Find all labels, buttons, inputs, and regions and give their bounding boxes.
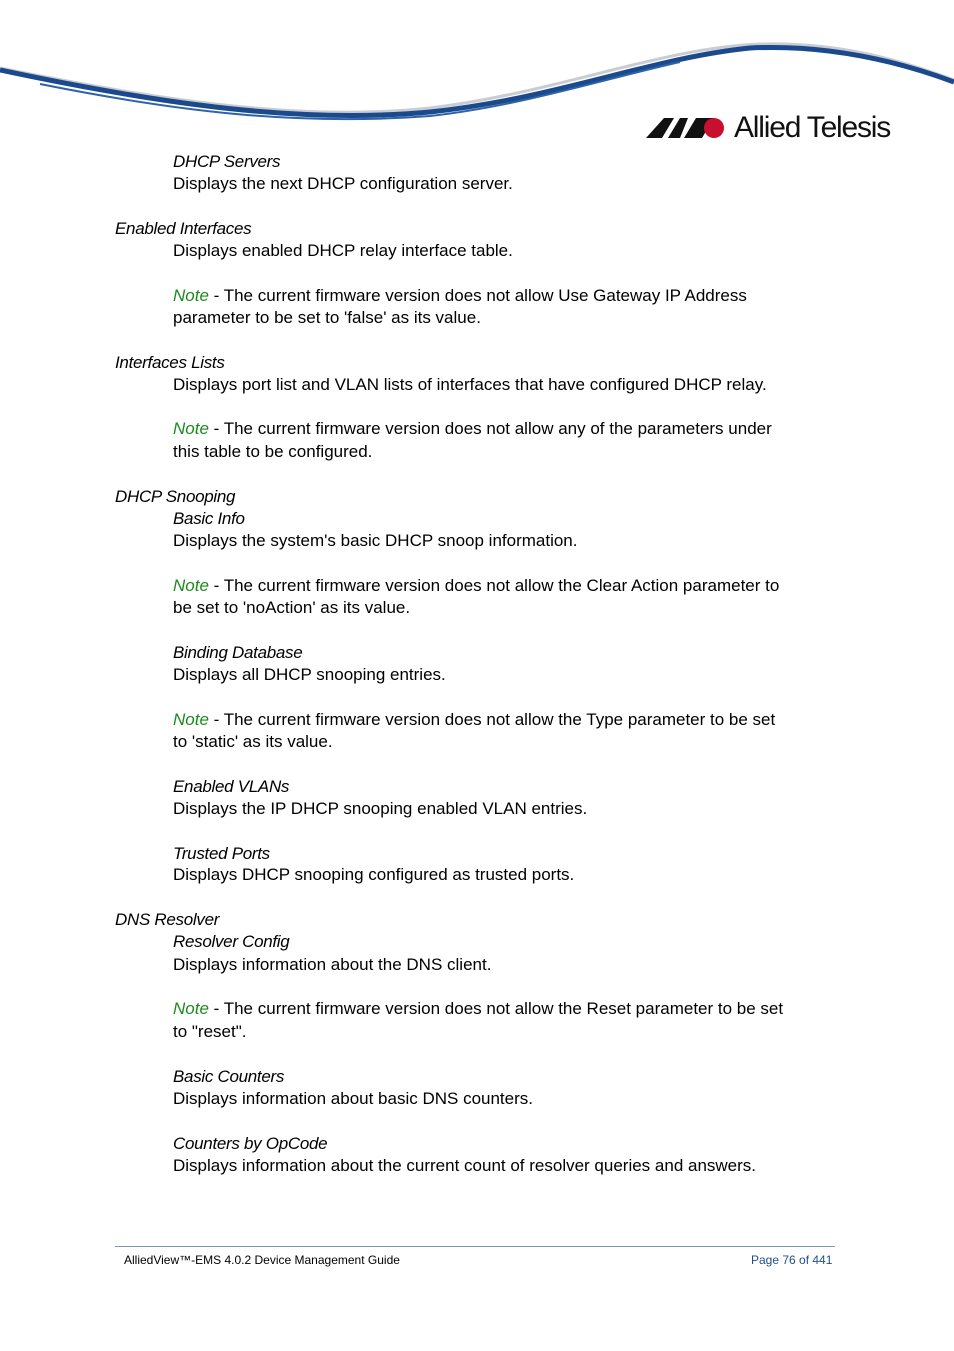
- note-5-line-1: Note - The current firmware version does not allow the Reset parameter to be set: [173, 999, 784, 1018]
- enabled-interfaces-heading: Enabled Interfaces: [115, 219, 252, 238]
- allied-telesis-logo: [644, 108, 904, 148]
- note-2-line-2: this table to be configured.: [173, 442, 373, 461]
- note-label: Note: [173, 286, 209, 305]
- note-2-line-1: Note - The current firmware version does not allow any of the parameters under: [173, 419, 772, 438]
- footer-divider: [115, 1246, 835, 1247]
- note-5-line-2: to "reset".: [173, 1022, 247, 1041]
- note-3-line-2: be set to 'noAction' as its value.: [173, 598, 411, 617]
- note-4-line-1: Note - The current firmware version does not allow the Type parameter to be set: [173, 710, 776, 729]
- note-label: Note: [173, 419, 209, 438]
- enabled-vlans-heading: Enabled VLANs: [173, 777, 290, 796]
- enabled-interfaces-desc: Displays enabled DHCP relay interface table.: [173, 241, 513, 260]
- note-label: Note: [173, 710, 209, 729]
- basic-info-heading: Basic Info: [173, 509, 245, 528]
- note-label: Note: [173, 999, 209, 1018]
- note-label: Note: [173, 576, 209, 595]
- interfaces-lists-heading: Interfaces Lists: [115, 353, 225, 372]
- note-3-line-1: Note - The current firmware version does not allow the Clear Action parameter to: [173, 576, 780, 595]
- note-1-line-2: parameter to be set to 'false' as its value.: [173, 308, 481, 327]
- note-1-line-1: Note - The current firmware version does not allow Use Gateway IP Address: [173, 286, 747, 305]
- dns-resolver-heading: DNS Resolver: [115, 910, 220, 929]
- binding-database-desc: Displays all DHCP snooping entries.: [173, 665, 446, 684]
- counters-by-opcode-heading: Counters by OpCode: [173, 1134, 328, 1153]
- resolver-config-heading: Resolver Config: [173, 932, 290, 951]
- footer-doc-title: AlliedView™-EMS 4.0.2 Device Management Guide: [124, 1253, 400, 1267]
- counters-by-opcode-desc: Displays information about the current count of resolver queries and answers.: [173, 1156, 757, 1175]
- dhcp-servers-heading: DHCP Servers: [173, 152, 281, 171]
- interfaces-lists-desc: Displays port list and VLAN lists of interfaces that have configured DHCP relay.: [173, 375, 767, 394]
- basic-counters-heading: Basic Counters: [173, 1067, 285, 1086]
- trusted-ports-desc: Displays DHCP snooping configured as trusted ports.: [173, 865, 575, 884]
- basic-counters-desc: Displays information about basic DNS counters.: [173, 1089, 533, 1108]
- logo-mark-icon: [644, 108, 728, 148]
- logo-wordmark: Allied Telesis: [734, 111, 891, 144]
- footer-page-number: Page 76 of 441: [751, 1253, 833, 1267]
- basic-info-desc: Displays the system's basic DHCP snoop information.: [173, 531, 578, 550]
- dhcp-servers-desc: Displays the next DHCP configuration server.: [173, 174, 513, 193]
- binding-database-heading: Binding Database: [173, 643, 303, 662]
- resolver-config-desc: Displays information about the DNS client.: [173, 955, 492, 974]
- enabled-vlans-desc: Displays the IP DHCP snooping enabled VLAN entries.: [173, 799, 588, 818]
- dhcp-snooping-heading: DHCP Snooping: [115, 487, 236, 506]
- note-4-line-2: to 'static' as its value.: [173, 732, 333, 751]
- trusted-ports-heading: Trusted Ports: [173, 844, 270, 863]
